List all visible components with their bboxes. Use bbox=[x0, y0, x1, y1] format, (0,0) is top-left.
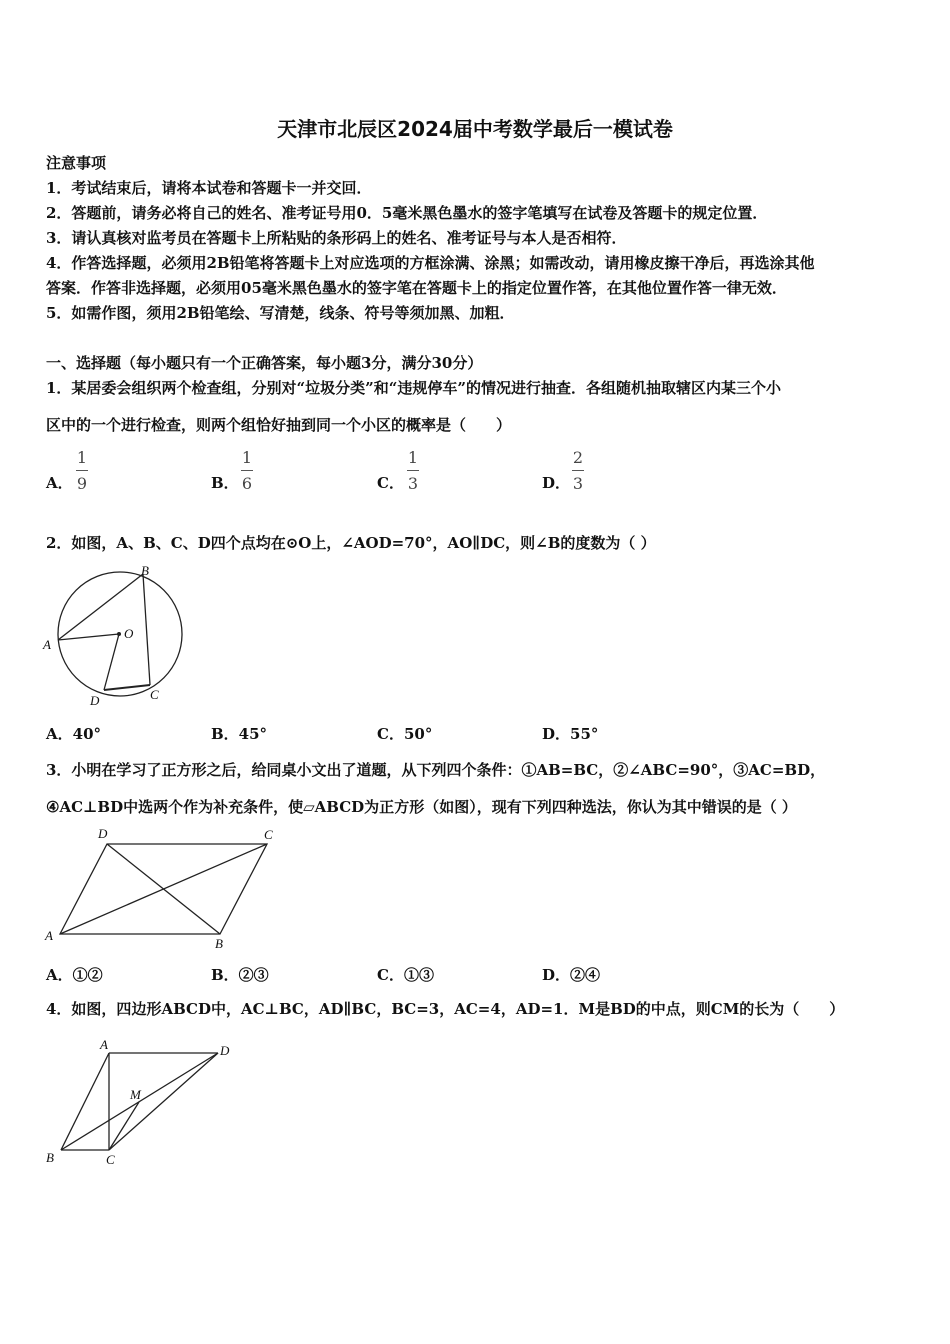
segment-do bbox=[104, 634, 119, 690]
label-a: A bbox=[45, 928, 53, 943]
notice-item: 2．答题前，请务必将自己的姓名、准考证号用0．5毫米黑色墨水的签字笔填写在试卷及答题卡的规定位置． bbox=[46, 204, 768, 222]
question-1-text: 区中的一个进行检查，则两个组恰好抽到同一个小区的概率是（ ） bbox=[46, 416, 512, 434]
segment-cd bbox=[104, 685, 150, 690]
question-4-text: 4．如图，四边形ABCD中，AC⊥BC，AD∥BC，BC=3，AC=4，AD=1．M是BD的中点，则CM的长为（ ） bbox=[46, 1000, 845, 1018]
label-c: C bbox=[106, 1152, 115, 1167]
q2-option-c: C．50° bbox=[377, 725, 433, 743]
question-3-text: ④AC⊥BD中选两个作为补充条件，使▱ABCD为正方形（如图），现有下列四种选法，你认为其中错误的是（ ） bbox=[46, 798, 797, 816]
q3-parallelogram-figure bbox=[40, 822, 290, 957]
label-b: B bbox=[46, 1150, 54, 1165]
segment-oa bbox=[58, 634, 119, 640]
notice-heading: 注意事项 bbox=[46, 154, 107, 172]
notice-item: 答案．作答非选择题，必须用05毫米黑色墨水的签字笔在答题卡上的指定位置作答，在其他位置作答一律无效． bbox=[46, 279, 787, 297]
label-a: A bbox=[100, 1037, 108, 1052]
label-o: O bbox=[124, 626, 134, 641]
segment-cm bbox=[109, 1102, 139, 1150]
notice-item: 4．作答选择题，必须用2B铅笔将答题卡上对应选项的方框涂满、涂黑；如需改动，请用橡皮擦干净后，再选涂其他 bbox=[46, 254, 815, 272]
question-2-text: 2．如图，A、B、C、D四个点均在⊙O上，∠AOD=70°，AO∥DC，则∠B的度数为（ ） bbox=[46, 534, 656, 552]
notice-item: 1．考试结束后，请将本试卷和答题卡一并交回． bbox=[46, 179, 372, 197]
label-a: A bbox=[43, 637, 51, 652]
section-heading: 一、选择题（每小题只有一个正确答案，每小题3分，满分30分） bbox=[46, 354, 483, 372]
q2-circle-figure bbox=[40, 562, 200, 712]
q1-option-a-fraction: 1 9 bbox=[76, 448, 88, 493]
label-b: B bbox=[141, 563, 149, 578]
segment-bc bbox=[143, 574, 150, 685]
question-1-text: 1．某居委会组织两个检查组，分别对“垃圾分类”和“违规停车”的情况进行抽查．各组随机抽取辖区内某三个小 bbox=[46, 379, 781, 397]
center-point bbox=[117, 632, 121, 636]
label-c: C bbox=[264, 827, 273, 842]
q3-option-a: A．①② bbox=[46, 966, 103, 984]
q1-option-d-fraction: 2 3 bbox=[572, 448, 584, 493]
q2-option-d: D．55° bbox=[542, 725, 599, 743]
q1-option-c-fraction: 1 3 bbox=[407, 448, 419, 493]
label-m: M bbox=[130, 1087, 141, 1102]
label-d: D bbox=[220, 1043, 230, 1058]
q1-option-b-letter: B． bbox=[211, 474, 239, 492]
q3-option-c: C．①③ bbox=[377, 966, 434, 984]
segment-cd bbox=[109, 1053, 218, 1150]
q1-option-d-letter: D． bbox=[542, 474, 571, 492]
q1-option-a-letter: A． bbox=[46, 474, 73, 492]
q1-option-c-letter: C． bbox=[377, 474, 404, 492]
notice-item: 5．如需作图，须用2B铅笔绘、写清楚，线条、符号等须加黑、加粗． bbox=[46, 304, 515, 322]
q2-option-b: B．45° bbox=[211, 725, 268, 743]
q3-option-d: D．②④ bbox=[542, 966, 601, 984]
q4-quadrilateral-figure bbox=[40, 1035, 250, 1175]
notice-item: 3．请认真核对监考员在答题卡上所粘贴的条形码上的姓名、准考证号与本人是否相符． bbox=[46, 229, 627, 247]
label-c: C bbox=[150, 687, 159, 702]
label-b: B bbox=[215, 936, 223, 951]
label-d: D bbox=[90, 693, 100, 708]
q2-option-a: A．40° bbox=[46, 725, 102, 743]
page-title: 天津市北辰区2024届中考数学最后一模试卷 bbox=[277, 117, 673, 141]
question-3-text: 3．小明在学习了正方形之后，给同桌小文出了道题，从下列四个条件：①AB=BC，②∠ABC=90°，③AC=BD， bbox=[46, 761, 826, 779]
diagonal-bd bbox=[107, 844, 220, 934]
q1-option-b-fraction: 1 6 bbox=[241, 448, 253, 493]
label-d: D bbox=[98, 826, 108, 841]
q3-option-b: B．②③ bbox=[211, 966, 269, 984]
